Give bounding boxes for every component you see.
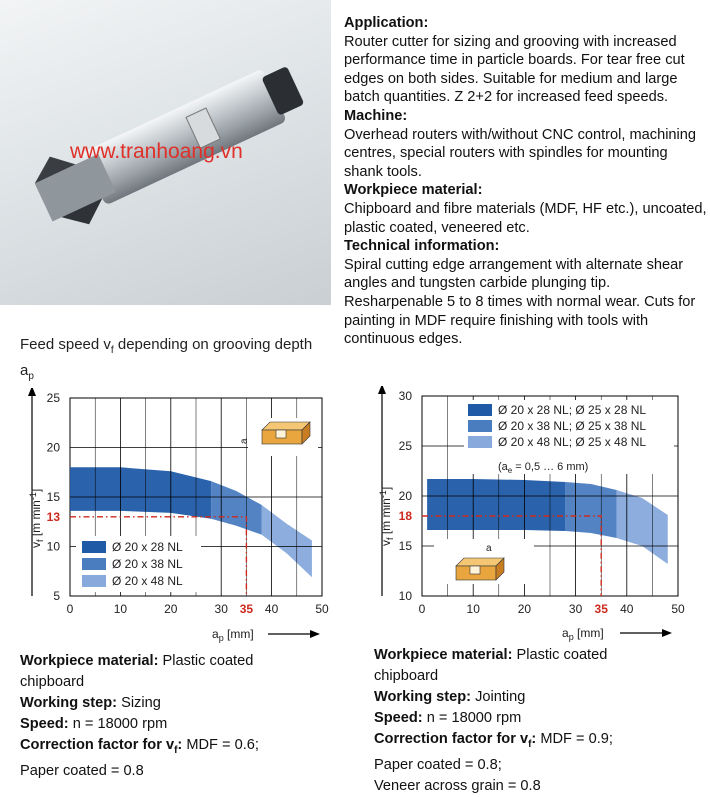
- chart-1-plot: [378, 386, 685, 642]
- y-tick-label-0: 5: [53, 589, 60, 603]
- cap-left-material-value: Plastic coated: [158, 653, 254, 669]
- legend-label-1: Ø 20 x 28 NL; Ø 25 x 28 NL: [498, 403, 647, 417]
- chart-jointing-svg: [364, 386, 710, 648]
- figure-title-text: Feed speed v: [20, 336, 111, 353]
- x-axis-label: [562, 626, 604, 642]
- x-tick-label-1: 10: [113, 602, 128, 616]
- y-axis-label: [28, 489, 45, 548]
- x-axis-label-sub: p: [218, 633, 224, 643]
- technical-heading: Technical information:: [344, 238, 500, 255]
- legend-swatch-3: [468, 436, 492, 448]
- x-tick-label-0: 0: [66, 602, 74, 616]
- legend-label-2: Ø 20 x 38 NL: [112, 557, 183, 571]
- cap-right-material-value: Plastic coated: [512, 647, 608, 663]
- figure-title: [20, 335, 320, 387]
- y-axis-label-sub: f: [35, 539, 45, 542]
- x-axis-label: [212, 627, 254, 643]
- y-axis-label-unit: [m min: [379, 498, 393, 538]
- legend-label-1: Ø 20 x 28 NL: [112, 540, 183, 554]
- y-tick-label-3: 20: [46, 440, 60, 455]
- cap-left-line2: Paper coated = 0.8: [20, 762, 144, 779]
- chart-sizing-svg: [10, 388, 345, 648]
- x-axis-arrow-head: [662, 629, 672, 637]
- x-axis-label-sub: p: [568, 632, 574, 642]
- x-tick-label-1: 10: [466, 602, 480, 616]
- cap-right-step-value: Jointing: [471, 689, 526, 705]
- machine-heading: Machine:: [344, 107, 408, 124]
- y-tick-label-2: 20: [398, 489, 412, 503]
- cap-right-speed-label: Speed:: [374, 710, 423, 726]
- chart-jointing: [364, 386, 710, 648]
- x-tick-label-5: 50: [671, 602, 685, 616]
- machine-text: Overhead routers with/without CNC control, machining centres, special routers with spindles for mounting shank tools.: [344, 126, 697, 180]
- chart-0-legend: [76, 536, 201, 592]
- workpiece-icon: [239, 418, 318, 456]
- technical-text: Spiral cutting edge arrangement with alternate shear angles and tungsten carbide plunging tip. Resharpenable 5 to 8 times with normal wear. Cuts for painting in MDF require finishing with tools with continuous edges.: [344, 256, 696, 348]
- material-heading: Workpiece material:: [344, 182, 483, 199]
- y-axis-arrow-head: [378, 386, 386, 394]
- x-axis-label-unit: [mm]: [573, 626, 604, 640]
- legend-label-3: Ø 20 x 48 NL; Ø 25 x 48 NL: [498, 435, 647, 449]
- application-heading: Application:: [344, 15, 429, 31]
- x-tick-label-5: 50: [315, 602, 329, 616]
- workpiece-sketch: [456, 558, 504, 580]
- cap-right-corr-colon: :: [531, 731, 537, 747]
- series-band-1: [427, 479, 565, 531]
- cap-left-speed-label: Speed:: [20, 716, 69, 732]
- workpiece-sketch-groove: [276, 430, 286, 438]
- legend-swatch-2: [82, 558, 106, 570]
- y-axis-label-sub: f: [385, 537, 395, 540]
- legend-note-sub: e: [507, 466, 513, 475]
- workpiece-icon: [434, 539, 534, 584]
- description: [344, 14, 710, 349]
- icon-ae-label: a: [486, 543, 492, 554]
- figure-title-sub1: f: [110, 345, 114, 356]
- legend-note-main: (a: [498, 461, 508, 473]
- y-tick-label-3: 25: [398, 439, 412, 453]
- cap-left-corr-sub: f: [174, 744, 178, 756]
- cap-left-speed-value: n = 18000 rpm: [68, 716, 168, 732]
- cap-left-corr-colon: :: [177, 737, 183, 753]
- cap-right-step-label: Working step:: [374, 689, 472, 705]
- y-tick-label-4: 30: [398, 389, 412, 403]
- cap-left-step-label: Working step:: [20, 695, 118, 711]
- y-axis-label-unit: [m min: [29, 500, 43, 540]
- cap-right-line3: Veneer across grain = 0.8: [374, 777, 541, 794]
- caption-jointing: [374, 645, 613, 797]
- caption-sizing: [20, 651, 259, 782]
- workpiece-sketch: [262, 422, 310, 444]
- cap-left-material-label: Workpiece material:: [20, 653, 159, 669]
- chart-0-plot: [28, 388, 329, 643]
- chart-1-legend: [464, 400, 674, 475]
- marker-x-label: 35: [239, 602, 254, 616]
- x-tick-label-3: 30: [568, 602, 583, 616]
- cap-right-corr-value: MDF = 0.9;: [536, 731, 613, 747]
- y-tick-label-4: 25: [46, 391, 60, 405]
- cap-left-corr-label: Correction factor for v: [20, 737, 175, 753]
- cap-left-step-value: Sizing: [117, 695, 161, 711]
- cap-right-material-value2: chipboard: [374, 668, 439, 684]
- y-tick-label-0: 10: [398, 589, 412, 603]
- application-text: Router cutter for sizing and grooving with increased performance time in particle boards. For tear free cut edges on both sides. Suitable for medium and large batch quantities. Z 2+2 for increased feed speeds.: [344, 33, 685, 106]
- figure-title-mid: depending on grooving depth a: [20, 336, 313, 379]
- x-tick-label-2: 20: [164, 602, 178, 616]
- legend-note: [498, 461, 588, 475]
- legend-swatch-1: [82, 541, 106, 553]
- series-band-2: [565, 482, 616, 538]
- product-photo: [0, 0, 331, 305]
- workpiece-sketch-groove: [470, 566, 480, 574]
- chart-sizing: [10, 388, 345, 648]
- y-axis-label-end: ]: [29, 488, 43, 493]
- cap-right-corr-label: Correction factor for v: [374, 731, 529, 747]
- y-axis-label-main: v: [379, 540, 393, 546]
- y-axis-label-sup: -1: [378, 490, 388, 499]
- marker-y-label: 18: [398, 509, 412, 523]
- x-tick-label-4: 40: [264, 602, 279, 616]
- y-axis-label-sup: -1: [28, 492, 38, 501]
- marker-x-label: 35: [594, 602, 608, 616]
- cap-left-material-value2: chipboard: [20, 674, 85, 690]
- legend-swatch-2: [468, 420, 492, 432]
- y-tick-label-2: 15: [46, 490, 60, 504]
- cap-right-material-label: Workpiece material:: [374, 647, 513, 663]
- icon-ap-label: a: [239, 438, 250, 444]
- watermark-text: www.tranhoang.vn: [70, 140, 243, 163]
- x-axis-label-unit: [mm]: [223, 627, 254, 641]
- cap-right-speed-value: n = 18000 rpm: [422, 710, 522, 726]
- cap-right-line2: Paper coated = 0.8;: [374, 756, 502, 773]
- legend-label-2: Ø 20 x 38 NL; Ø 25 x 38 NL: [498, 419, 647, 433]
- x-tick-label-0: 0: [418, 602, 426, 616]
- cap-left-corr-value: MDF = 0.6;: [182, 737, 259, 753]
- y-axis-label: [378, 487, 395, 546]
- y-tick-label-1: 15: [398, 539, 412, 553]
- y-axis-label-main: v: [29, 542, 43, 548]
- cap-right-corr-sub: f: [528, 738, 532, 750]
- x-axis-arrow-head: [310, 630, 320, 638]
- x-tick-label-2: 20: [517, 602, 532, 616]
- figure-title-sub2: p: [28, 371, 34, 382]
- y-axis-label-end: ]: [379, 486, 393, 491]
- x-tick-label-3: 30: [214, 602, 228, 616]
- x-axis-label-main: a: [212, 627, 219, 641]
- y-axis-arrow-head: [28, 388, 36, 396]
- x-tick-label-4: 40: [620, 602, 634, 616]
- y-tick-label-1: 10: [46, 539, 60, 554]
- x-axis-label-main: a: [562, 626, 569, 640]
- legend-label-3: Ø 20 x 48 NL: [112, 574, 183, 588]
- legend-swatch-3: [82, 575, 106, 587]
- legend-note-end: = 0,5 … 6 mm): [512, 461, 589, 473]
- material-text: Chipboard and fibre materials (MDF, HF etc.), uncoated, plastic coated, veneered etc.: [344, 200, 707, 236]
- legend-swatch-1: [468, 404, 492, 416]
- marker-y-label: 13: [46, 509, 60, 524]
